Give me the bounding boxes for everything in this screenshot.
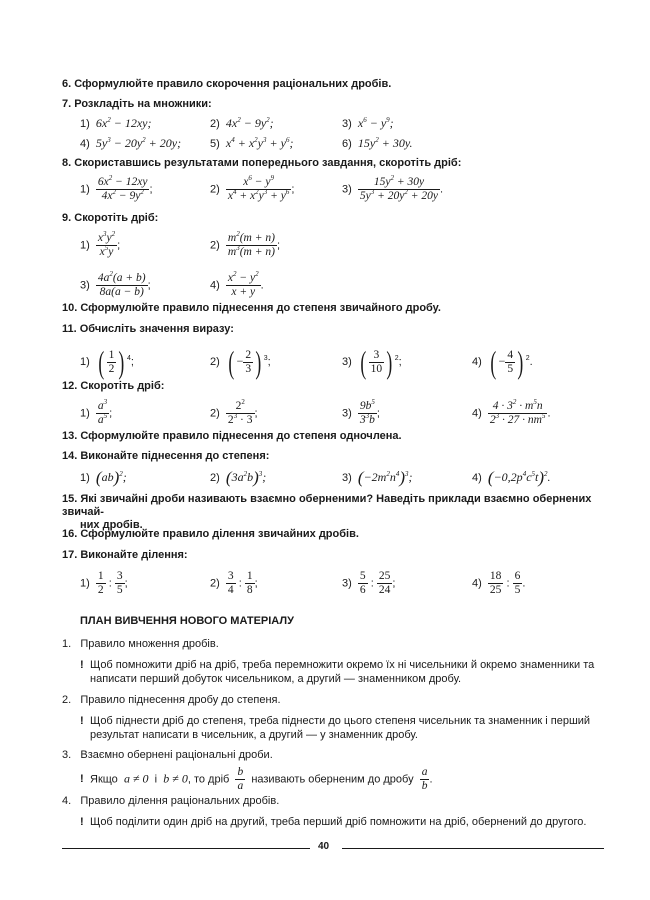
task-text: Сформулюйте правило піднесення до степеня звичайного дробу. <box>80 302 441 314</box>
task-text: Виконайте піднесення до степеня: <box>80 450 270 462</box>
task-8 <box>62 157 461 170</box>
page-number: 40 <box>318 841 330 852</box>
footer-rule-left <box>62 848 310 849</box>
task-number: 17. <box>62 549 78 561</box>
plan-note-1: ! Щоб помножити дріб на дріб, треба перемножити окремо їх ні чисельники й окремо знаменники та написати перший добуток чисельником, а другий — знаменником дробу. <box>80 659 595 685</box>
task-text-cont: них дробів. <box>80 519 143 531</box>
task-text: Сформулюйте правило скорочення раціональних дробів. <box>74 78 392 90</box>
task-text: Які звичайні дроби називають взаємно оберненими? Наведіть приклади взаємно обернених звичай- <box>62 493 592 518</box>
plan-note-3: ! Якщо a ≠ 0 і b ≠ 0, то дріб $\frac{b}{a}$ називають оберненим до дробу $\frac{a}{b}$ . <box>80 766 433 792</box>
task-number: 15. <box>62 493 78 505</box>
task-text: Сформулюйте правило ділення звичайних дробів. <box>80 528 359 540</box>
task-12 <box>62 380 164 393</box>
plan-note-2: ! Щоб піднести дріб до степеня, треба піднести до цього степеня чисельник та знаменник і перший результат написати в чисельник, а другий — у знаменник дробу. <box>80 715 591 741</box>
task-text: Сформулюйте правило піднесення до степеня одночлена. <box>80 430 402 442</box>
task-text: Виконайте ділення: <box>80 549 188 561</box>
task-15 <box>62 493 622 532</box>
task-number: 10. <box>62 302 78 314</box>
section-title: ПЛАН ВИВЧЕННЯ НОВОГО МАТЕРІАЛУ <box>80 615 294 627</box>
task-number: 9. <box>62 212 72 224</box>
plan-item-3: 3. Взаємно обернені раціональні дроби. <box>62 749 273 761</box>
textbook-page: 6. Сформулюйте правило скорочення раціональних дробів. 7. Розкладіть на множники: 1) $6x^2 - 12xy$; 2) $4x^2 - 9y^2$; 3) $x^6 - y^9$; 4) $5y^3 - 20y^2 + 20y$; 5) $x^4 + x^2y^3 + y^6$; 6) $15y^2 + 30y$. 8. Скориставшись результатами попереднього завдання, скоротіть дріб: 1) $\frac{6x^2 - 12xy}{4x^2 - 9y^2}$ ; 2) $\frac{x^6 - y^9}{x^4 + x^2y^3 + y^6}$ ; 3) $\frac{15y^2 + 30y}{5y^3 + 20y^2 + 20y}$ . 9. Скоротіть дріб: 1) $\frac{x^3y^2}{x^5y}$ ; 2) $\frac{m^2(m + n)}{m^3(m + n)}$ ; 3) $\frac{4a^2(a + b)}{8a(a - b)}$ ; 4) $\frac{x^2 - y^2}{x + y}$ . 10. Сформулюйте правило піднесення до степеня звичайного дробу. 11. Обчисліть значення виразу: 1) ( $\frac{1}{2}$ ) $^4$; 2) ( − $\frac{2}{3}$ ) $^3$; 3) ( $\frac{3}{10}$ ) $^2$; 4) ( − $\frac{4}{5}$ ) $^2$. 12. Скоротіть дріб: 1) $\frac{a^3}{a^5}$ ; 2) $\frac{2^2}{2^3 \cdot 3}$ ; 3) $\frac{9b^5}{3^3b}$ ; 4) $\frac{4 \cdot 3^2 \cdot m^5n}{2^3 \cdot 27 \cdot nm^5}$ . 13. Сформулюйте правило піднесення до степеня одночлена. 14. Виконайте піднесення до степеня: 1) (ab)$^2$; 2) $(3a^2b)^3$; 3) $(-2m^2n^4)^3$; 4) $(-0,2p^4c^5t)^2$. 15. Які звичайні дроби називають взаємно оберненими? Наведіть приклади взаємно обернених звичай- них дробів. 16. Сформулюйте правило ділення звичайних дробів. 17. Виконайте ділення: 1) $\frac{1}{2}$ : $\frac{3}{5}$ ; 2) $\frac{3}{4}$ : $\frac{1}{8}$ ; 3) $\frac{5}{6}$ : $\frac{25}{24}$ ; 4) $\frac{18}{25}$ : $\frac{6}{5}$ . ПЛАН ВИВЧЕННЯ НОВОГО МАТЕРІАЛУ 1. Правило множення дробів. ! Щоб помножити дріб на дріб, треба перемножити окремо їх ні чисельники й окремо знаменники та написати перший добуток чисельником, а другий — знаменником дробу. 2. Правило піднесення дробу до степеня. ! Щоб піднести дріб до степеня, треба піднести до цього степеня чисельник та знаменник і перший результат написати в чисельник, а другий — у знаменник дробу. 3. Взаємно обернені раціональні дроби. ! Якщо a ≠ 0 і b ≠ 0, то дріб $\frac{b}{a}$ називають оберненим до дробу $\frac{a}{b}$ . 4. Правило ділення раціональних дробів. ! Щоб поділити один дріб на другий, треба перший дріб помножити на дріб, обернений до другого. 40 <box>0 0 650 900</box>
plan-note-4: ! Щоб поділити один дріб на другий, треба перший дріб помножити на дріб, обернений до другого. <box>80 816 587 828</box>
task-text: Обчисліть значення виразу: <box>79 323 234 335</box>
task-number: 12. <box>62 380 78 392</box>
task-7 <box>62 98 212 111</box>
task-number: 13. <box>62 430 78 442</box>
task-number: 16. <box>62 528 78 540</box>
plan-item-4: 4. Правило ділення раціональних дробів. <box>62 795 280 807</box>
task-number: 11. <box>62 323 77 335</box>
task-9 <box>62 212 158 225</box>
task-number: 14. <box>62 450 78 462</box>
footer-rule-right <box>342 848 604 849</box>
plan-item-1: 1. Правило множення дробів. <box>62 638 219 650</box>
task-text: Скориставшись результатами попереднього завдання, скоротіть дріб: <box>74 157 462 169</box>
task-text: Розкладіть на множники: <box>74 98 212 110</box>
task-number: 7. <box>62 98 72 110</box>
task-17 <box>62 549 188 562</box>
task-11 <box>62 323 234 336</box>
task-10 <box>62 302 441 315</box>
task-number: 6. <box>62 78 72 90</box>
task-text: Скоротіть дріб: <box>74 212 159 224</box>
task-number: 8. <box>62 157 72 169</box>
plan-item-2: 2. Правило піднесення дробу до степеня. <box>62 694 281 706</box>
task-14 <box>62 450 269 463</box>
task-16 <box>62 528 359 541</box>
task-6 <box>62 78 391 91</box>
task-text: Скоротіть дріб: <box>80 380 165 392</box>
task-13 <box>62 430 402 443</box>
